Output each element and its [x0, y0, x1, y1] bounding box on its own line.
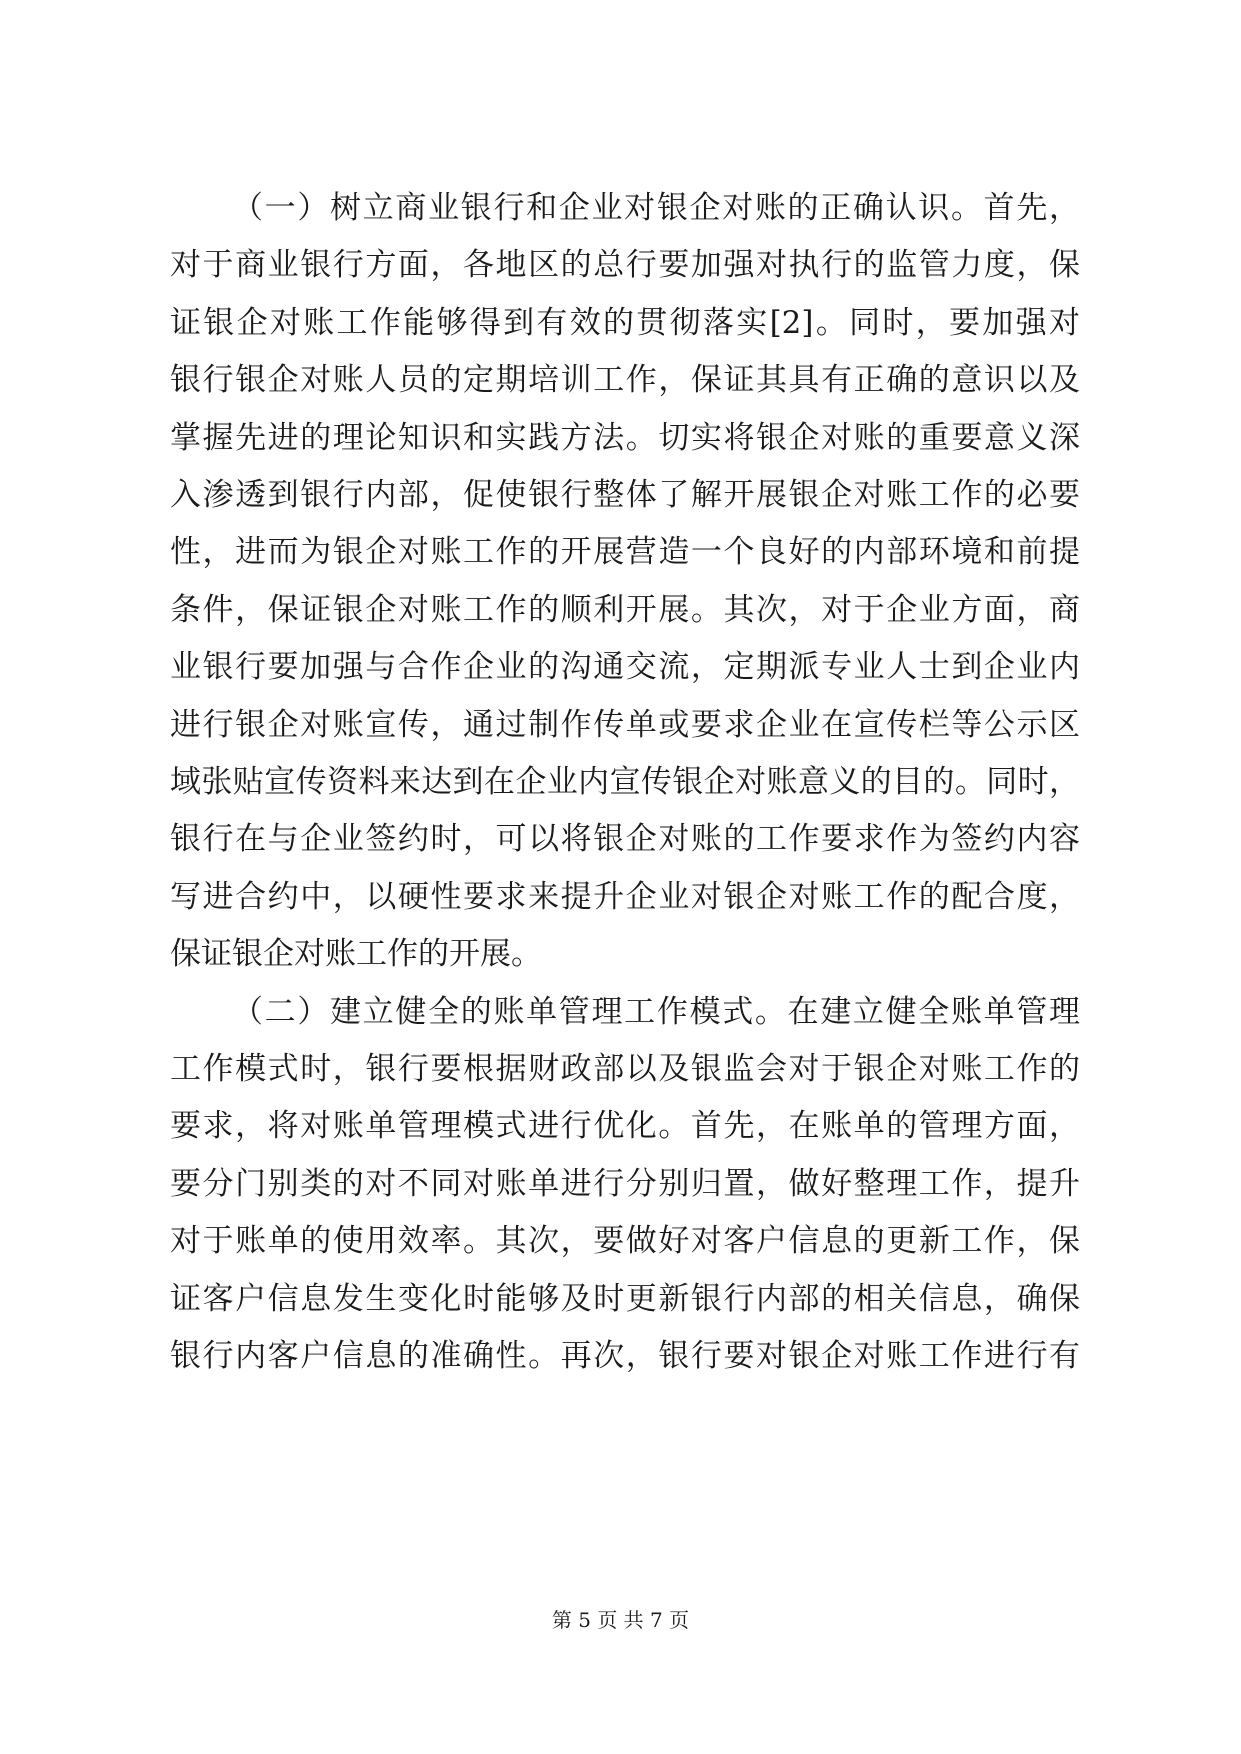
- text-line: 掌握先进的理论知识和实践方法。切实将银企对账的重要意义深: [170, 420, 1080, 456]
- text-line: 业银行要加强与合作企业的沟通交流，定期派专业人士到企业内: [170, 649, 1080, 685]
- text-line: 条件，保证银企对账工作的顺利开展。其次，对于企业方面，商: [170, 592, 1080, 628]
- text-line: 银行在与企业签约时，可以将银企对账的工作要求作为签约内容: [170, 821, 1080, 857]
- text-line: 域张贴宣传资料来达到在企业内宣传银企对账意义的目的。同时，: [170, 764, 1080, 800]
- text-line: 工作模式时，银行要根据财政部以及银监会对于银企对账工作的: [170, 1051, 1080, 1087]
- text-line: 对于商业银行方面，各地区的总行要加强对执行的监管力度，保: [170, 247, 1080, 283]
- text-line: 保证银企对账工作的开展。: [170, 936, 542, 972]
- text-line: 证银企对账工作能够得到有效的贯彻落实[2]。同时，要加强对: [170, 305, 1080, 341]
- text-line: 性，进而为银企对账工作的开展营造一个良好的内部环境和前提: [170, 534, 1080, 570]
- text-line: 要求，将对账单管理模式进行优化。首先，在账单的管理方面，: [170, 1108, 1080, 1144]
- text-line: 进行银企对账宣传，通过制作传单或要求企业在宣传栏等公示区: [170, 707, 1080, 743]
- text-line: 入渗透到银行内部，促使银行整体了解开展银企对账工作的必要: [170, 477, 1080, 513]
- text-line: （一）树立商业银行和企业对银企对账的正确认识。首先，: [232, 190, 1080, 226]
- text-line: 证客户信息发生变化时能够及时更新银行内部的相关信息，确保: [170, 1281, 1080, 1317]
- text-line: 对于账单的使用效率。其次，要做好对客户信息的更新工作，保: [170, 1223, 1080, 1259]
- text-line: 银行银企对账人员的定期培训工作，保证其具有正确的意识以及: [170, 362, 1080, 398]
- text-line: （二）建立健全的账单管理工作模式。在建立健全账单管理: [232, 994, 1080, 1030]
- text-line: 写进合约中，以硬性要求来提升企业对银企对账工作的配合度，: [170, 879, 1080, 915]
- text-line: 银行内客户信息的准确性。再次，银行要对银企对账工作进行有: [170, 1338, 1080, 1374]
- text-line: 要分门别类的对不同对账单进行分别归置，做好整理工作，提升: [170, 1166, 1080, 1202]
- page-footer: 第 5 页 共 7 页: [551, 1608, 690, 1632]
